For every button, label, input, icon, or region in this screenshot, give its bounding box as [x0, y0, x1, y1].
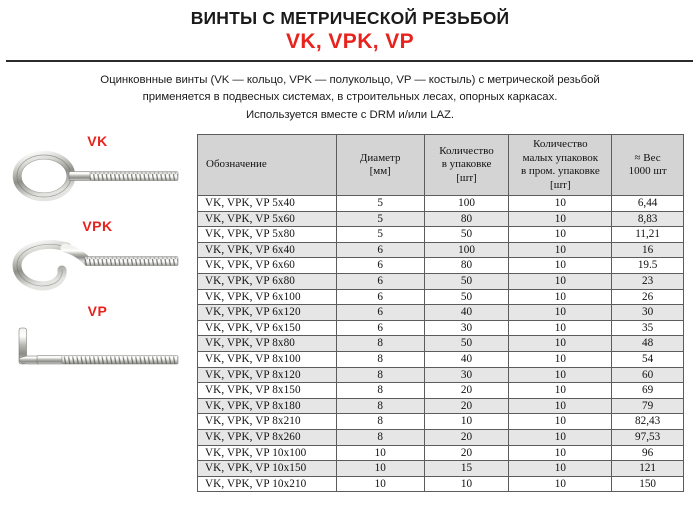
- cell-weight: 48: [612, 336, 684, 352]
- cell-designation: VK, VPK, VP 6x120: [198, 305, 337, 321]
- cell-weight: 150: [612, 476, 684, 492]
- column-header-weight: [612, 135, 684, 196]
- column-header-small-packs: [509, 135, 612, 196]
- cell-designation: VK, VPK, VP 10x210: [198, 476, 337, 492]
- cell-qty-per-pack: 50: [424, 274, 509, 290]
- cell-qty-per-pack: 20: [424, 445, 509, 461]
- product-label-vpk: VPK: [82, 218, 113, 235]
- cell-small-packs: 10: [509, 398, 612, 414]
- page-subtitle: VK, VPK, VP: [285, 29, 415, 53]
- cell-diameter: 10: [336, 445, 424, 461]
- cell-weight: 6,44: [612, 196, 684, 212]
- intro-line-2: применяется в подвесных системах, в строительных лесах, опорных каркасах.: [142, 91, 558, 104]
- table-header-row: [198, 135, 684, 196]
- header-line: Количество: [439, 144, 494, 157]
- table-row: [198, 336, 684, 352]
- table-row: [198, 414, 684, 430]
- cell-designation: VK, VPK, VP 8x150: [198, 383, 337, 399]
- cell-weight: 26: [612, 289, 684, 305]
- cell-weight: 121: [612, 461, 684, 477]
- cell-small-packs: 10: [509, 430, 612, 446]
- cell-diameter: 6: [336, 289, 424, 305]
- cell-small-packs: 10: [509, 211, 612, 227]
- cell-small-packs: 10: [509, 227, 612, 243]
- table-row: [198, 476, 684, 492]
- table-row: [198, 367, 684, 383]
- header-line: [шт]: [550, 178, 571, 191]
- cell-qty-per-pack: 100: [424, 242, 509, 258]
- cell-weight: 23: [612, 274, 684, 290]
- cell-qty-per-pack: 20: [424, 398, 509, 414]
- intro-line-1: Оцинковнные винты (VK — кольцо, VPK — полукольцо, VP — костыль) с метрической резьбой: [100, 74, 600, 87]
- cell-qty-per-pack: 40: [424, 305, 509, 321]
- product-vp: [0, 304, 195, 386]
- cell-designation: VK, VPK, VP 5x60: [198, 211, 337, 227]
- cell-weight: 97,53: [612, 430, 684, 446]
- page-title: ВИНТЫ С МЕТРИЧЕСКОЙ РЕЗЬБОЙ: [190, 8, 510, 28]
- header-line: Обозначение: [206, 158, 267, 171]
- cell-weight: 16: [612, 242, 684, 258]
- cell-designation: VK, VPK, VP 8x120: [198, 367, 337, 383]
- cell-qty-per-pack: 80: [424, 258, 509, 274]
- cell-small-packs: 10: [509, 414, 612, 430]
- table-row: [198, 258, 684, 274]
- table-row: [198, 211, 684, 227]
- cell-diameter: 8: [336, 430, 424, 446]
- cell-small-packs: 10: [509, 367, 612, 383]
- cell-designation: VK, VPK, VP 6x100: [198, 289, 337, 305]
- table-row: [198, 430, 684, 446]
- cell-designation: VK, VPK, VP 5x80: [198, 227, 337, 243]
- table-row: [198, 445, 684, 461]
- cell-designation: VK, VPK, VP 6x40: [198, 242, 337, 258]
- l-shaped-bolt-icon: [5, 320, 190, 378]
- cell-qty-per-pack: 30: [424, 320, 509, 336]
- cell-diameter: 8: [336, 352, 424, 368]
- cell-small-packs: 10: [509, 258, 612, 274]
- cell-designation: VK, VPK, VP 8x260: [198, 430, 337, 446]
- table-row: [198, 305, 684, 321]
- cell-weight: 82,43: [612, 414, 684, 430]
- table-row: [198, 196, 684, 212]
- column-header-qty-per-pack: [424, 135, 509, 196]
- table-row: [198, 274, 684, 290]
- cell-diameter: 8: [336, 398, 424, 414]
- hook-half-ring-icon: [5, 235, 190, 293]
- content-area: [0, 133, 700, 490]
- cell-small-packs: 10: [509, 383, 612, 399]
- cell-diameter: 5: [336, 227, 424, 243]
- cell-weight: 30: [612, 305, 684, 321]
- cell-qty-per-pack: 10: [424, 414, 509, 430]
- cell-diameter: 10: [336, 476, 424, 492]
- header-line: [шт]: [456, 171, 477, 184]
- cell-designation: VK, VPK, VP 6x60: [198, 258, 337, 274]
- cell-small-packs: 10: [509, 305, 612, 321]
- table-header: [198, 135, 684, 196]
- cell-diameter: 6: [336, 258, 424, 274]
- cell-small-packs: 10: [509, 274, 612, 290]
- cell-small-packs: 10: [509, 336, 612, 352]
- table-row: [198, 461, 684, 477]
- cell-qty-per-pack: 20: [424, 430, 509, 446]
- header-line: Количество: [533, 138, 588, 151]
- cell-small-packs: 10: [509, 461, 612, 477]
- cell-qty-per-pack: 40: [424, 352, 509, 368]
- cell-designation: VK, VPK, VP 6x150: [198, 320, 337, 336]
- cell-weight: 19.5: [612, 258, 684, 274]
- header-line: ≈ Вес: [634, 151, 661, 164]
- cell-designation: VK, VPK, VP 8x180: [198, 398, 337, 414]
- cell-qty-per-pack: 15: [424, 461, 509, 477]
- header-line: в упаковке: [441, 158, 492, 171]
- product-label-vp: VP: [87, 303, 108, 320]
- cell-diameter: 6: [336, 274, 424, 290]
- header-line: 1000 шт: [628, 165, 667, 178]
- table-row: [198, 320, 684, 336]
- eye-bolt-ring-icon: [5, 150, 190, 208]
- cell-designation: VK, VPK, VP 10x100: [198, 445, 337, 461]
- product-vk: [0, 134, 195, 219]
- cell-qty-per-pack: 100: [424, 196, 509, 212]
- cell-small-packs: 10: [509, 196, 612, 212]
- cell-designation: VK, VPK, VP 8x100: [198, 352, 337, 368]
- column-header-diameter: [336, 135, 424, 196]
- intro-description: [0, 62, 700, 124]
- cell-diameter: 6: [336, 305, 424, 321]
- cell-small-packs: 10: [509, 445, 612, 461]
- cell-designation: VK, VPK, VP 5x40: [198, 196, 337, 212]
- cell-qty-per-pack: 20: [424, 383, 509, 399]
- table-body: [198, 196, 684, 492]
- cell-small-packs: 10: [509, 352, 612, 368]
- specification-table: [197, 134, 684, 492]
- cell-weight: 96: [612, 445, 684, 461]
- cell-qty-per-pack: 50: [424, 227, 509, 243]
- table-row: [198, 352, 684, 368]
- header-line: Диаметр: [359, 151, 401, 164]
- page-header: [0, 0, 700, 53]
- cell-diameter: 5: [336, 196, 424, 212]
- cell-qty-per-pack: 50: [424, 289, 509, 305]
- cell-diameter: 8: [336, 367, 424, 383]
- column-header-designation: [198, 135, 337, 196]
- cell-qty-per-pack: 50: [424, 336, 509, 352]
- cell-diameter: 8: [336, 336, 424, 352]
- cell-diameter: 8: [336, 383, 424, 399]
- table-row: [198, 398, 684, 414]
- cell-small-packs: 10: [509, 320, 612, 336]
- table-row: [198, 227, 684, 243]
- intro-line-3: Используется вместе с DRM и/или LAZ.: [245, 108, 455, 121]
- product-vpk: [0, 219, 195, 304]
- cell-diameter: 6: [336, 320, 424, 336]
- cell-qty-per-pack: 10: [424, 476, 509, 492]
- product-label-vk: VK: [87, 133, 108, 150]
- cell-diameter: 5: [336, 211, 424, 227]
- cell-diameter: 6: [336, 242, 424, 258]
- cell-weight: 35: [612, 320, 684, 336]
- cell-small-packs: 10: [509, 242, 612, 258]
- cell-designation: VK, VPK, VP 8x80: [198, 336, 337, 352]
- cell-diameter: 10: [336, 461, 424, 477]
- cell-designation: VK, VPK, VP 8x210: [198, 414, 337, 430]
- cell-weight: 60: [612, 367, 684, 383]
- table-row: [198, 383, 684, 399]
- cell-weight: 54: [612, 352, 684, 368]
- header-line: в пром. упаковке: [520, 165, 600, 178]
- cell-diameter: 8: [336, 414, 424, 430]
- product-illustrations: [0, 134, 195, 386]
- cell-weight: 79: [612, 398, 684, 414]
- cell-small-packs: 10: [509, 476, 612, 492]
- header-line: малых упаковок: [522, 151, 599, 164]
- cell-designation: VK, VPK, VP 6x80: [198, 274, 337, 290]
- cell-qty-per-pack: 80: [424, 211, 509, 227]
- table-row: [198, 289, 684, 305]
- cell-designation: VK, VPK, VP 10x150: [198, 461, 337, 477]
- table-row: [198, 242, 684, 258]
- cell-small-packs: 10: [509, 289, 612, 305]
- cell-weight: 69: [612, 383, 684, 399]
- cell-weight: 11,21: [612, 227, 684, 243]
- cell-qty-per-pack: 30: [424, 367, 509, 383]
- specification-table-wrapper: [197, 134, 684, 492]
- cell-weight: 8,83: [612, 211, 684, 227]
- header-line: [мм]: [369, 165, 391, 178]
